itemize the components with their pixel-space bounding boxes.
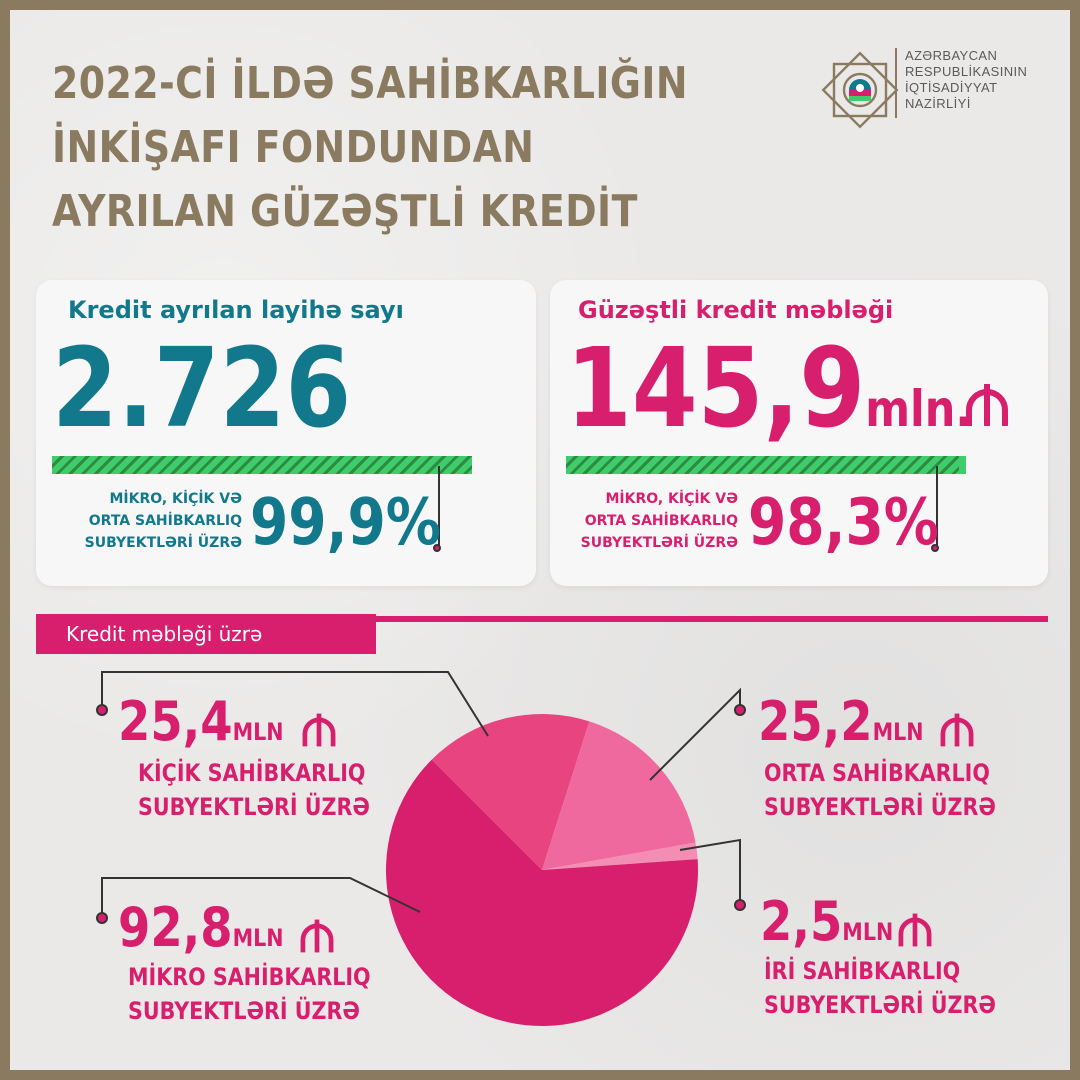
iri-value-unit: MLN	[842, 918, 894, 946]
projects-caption-line-2: ORTA SAHİBKARLIQ	[88, 513, 242, 529]
ministry-line-4: NAZİRLİYİ	[905, 96, 971, 111]
segment-mikro-value	[118, 898, 284, 968]
orta-label-line-2: SUBYEKTLƏRİ ÜZRƏ	[764, 793, 996, 821]
iri-label-line-2: SUBYEKTLƏRİ ÜZRƏ	[764, 991, 996, 1019]
projects-share-percent: 99,9%	[250, 486, 441, 560]
dot-mikro	[97, 913, 107, 923]
projects-card-label: Kredit ayrılan layihə sayı	[68, 296, 404, 324]
projects-count: 2.726	[52, 324, 352, 452]
kicik-label-line-2: SUBYEKTLƏRİ ÜZRƏ	[138, 793, 370, 821]
leader-orta	[650, 690, 740, 780]
title-line-1: 2022-Cİ İLDƏ SAHİBKARLIĞIN	[52, 58, 689, 109]
mikro-label-line-1: MİKRO SAHİBKARLIQ	[128, 963, 371, 991]
segment-kicik-label	[138, 756, 370, 824]
title-line-3: AYRILAN GÜZƏŞTLİ KREDİT	[52, 186, 638, 237]
title-line-2: İNKİŞAFI FONDUNDAN	[52, 122, 535, 173]
segment-iri-value	[760, 892, 893, 962]
dot-orta	[735, 705, 745, 715]
amount-unit: mln.	[865, 380, 972, 438]
mikro-value-unit: MLN	[232, 924, 284, 952]
kicik-label-line-1: KİÇİK SAHİBKARLIQ	[138, 759, 366, 787]
projects-caption-line-3: SUBYEKTLƏRİ ÜZRƏ	[84, 535, 242, 551]
segment-iri-label	[764, 954, 996, 1022]
projects-caption-line-1: MİKRO, KİÇİK VƏ	[109, 491, 242, 507]
ministry-line-2: RESPUBLİKASININ	[905, 64, 1028, 79]
kicik-value-number: 25,4	[118, 690, 233, 753]
amount-share-percent: 98,3%	[748, 486, 939, 560]
amount-caption-line-2: ORTA SAHİBKARLIQ	[584, 513, 738, 529]
segment-orta-label	[764, 756, 996, 824]
dot-kicik	[97, 705, 107, 715]
iri-value-number: 2,5	[760, 890, 843, 953]
iri-label-line-1: İRİ SAHİBKARLIQ	[764, 957, 961, 985]
section-title: Kredit məbləği üzrə	[36, 614, 376, 654]
mikro-label-line-2: SUBYEKTLƏRİ ÜZRƏ	[128, 997, 360, 1025]
amount-caption-line-3: SUBYEKTLƏRİ ÜZRƏ	[580, 535, 738, 551]
manat-icon	[896, 912, 934, 948]
manat-icon	[298, 918, 336, 954]
segment-mikro-label	[128, 960, 371, 1028]
orta-label-line-1: ORTA SAHİBKARLIQ	[764, 759, 990, 787]
orta-value-number: 25,2	[758, 690, 873, 753]
kicik-value-unit: MLN	[232, 718, 284, 746]
ministry-line-3: İQTİSADİYYAT	[905, 80, 998, 95]
orta-value-unit: MLN	[872, 718, 924, 746]
amount-number: 145,9	[566, 324, 866, 452]
amount-caption-line-1: MİKRO, KİÇİK VƏ	[605, 491, 738, 507]
dot-iri	[735, 900, 745, 910]
mikro-value-number: 92,8	[118, 896, 233, 959]
manat-icon	[300, 712, 338, 748]
ministry-line-1: AZƏRBAYCAN	[905, 48, 998, 63]
manat-icon	[938, 712, 976, 748]
segment-orta-value	[758, 692, 924, 762]
segment-kicik-value	[118, 692, 284, 762]
amount-card-label: Güzəştli kredit məbləği	[578, 296, 894, 324]
